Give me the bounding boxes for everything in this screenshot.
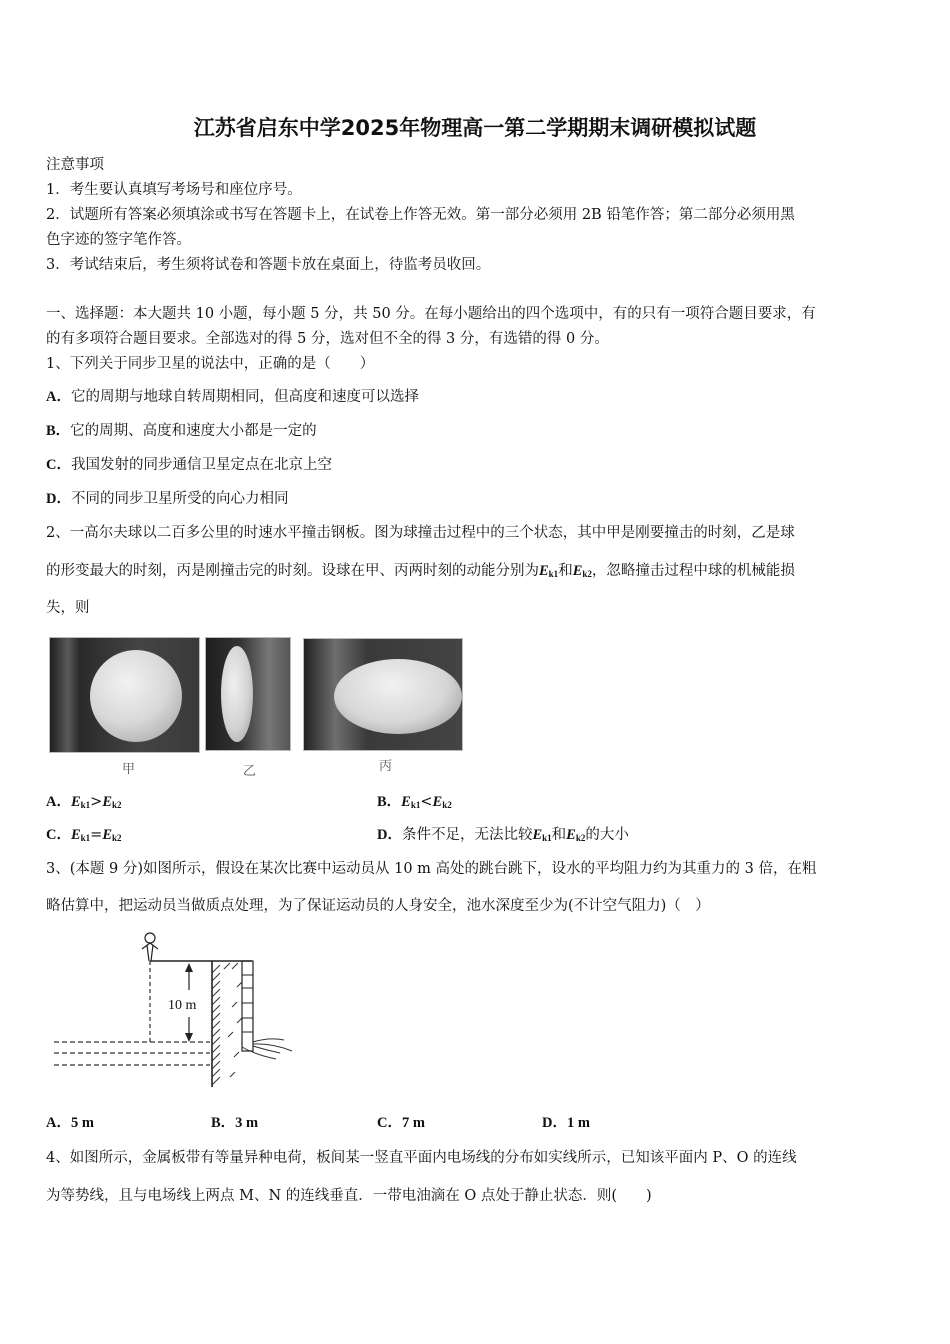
stem-text: 和 (558, 563, 573, 579)
notice-item: 3．考试结束后，考生须将试卷和答题卡放在桌面上，待监考员收回。 (46, 257, 491, 273)
ek1-symbol: $E_{k1}$ (539, 563, 559, 579)
figure-caption: 乙 (243, 764, 257, 779)
question-2-stem-line (46, 559, 795, 580)
question-1-stem: 1、下列关于同步卫星的说法中，正确的是（ ） (46, 356, 375, 372)
option-label: D． (377, 827, 402, 843)
option-label: B． (46, 423, 71, 439)
option-text: 我国发射的同步通信卫星定点在北京上空 (70, 457, 332, 473)
ek2-symbol: $E_{k2}$ (572, 563, 592, 579)
option-text: 它的周期与地球自转周期相同，但高度和速度可以选择 (70, 389, 419, 405)
relation-symbol: = (90, 827, 103, 843)
figure-caption: 丙 (379, 759, 393, 774)
question-4-stem-line: 4、如图所示，金属板带有等量异种电荷，板间某一竖直平面内电场线的分布如实线所示，已知该平面内 P、O 的连线 (46, 1150, 797, 1166)
question-3-option-b: B．3 m (211, 1115, 259, 1131)
option-label: B． (377, 794, 402, 810)
relation-symbol: > (90, 794, 103, 810)
diving-platform-diagram (44, 925, 324, 1095)
question-2-option-d: D．条件不足，无法比较$E_{k1}$和$E_{k2}$的大小 (377, 827, 629, 843)
notice-heading: 注意事项 (46, 157, 104, 173)
question-1-option-c (46, 453, 332, 474)
question-3-option-c: C．7 m (377, 1115, 425, 1131)
question-2-stem-line: 失，则 (46, 600, 90, 616)
question-2-option-c: C．$E_{k1}=E_{k2}$ (46, 827, 122, 843)
option-label: A． (46, 794, 71, 810)
question-3-option-d: D．1 m (542, 1115, 590, 1131)
question-2-stem-line: 2、一高尔夫球以二百多公里的时速水平撞击钢板。图为球撞击过程中的三个状态，其中甲是刚要撞击的时刻，乙是球 (46, 525, 795, 541)
stem-text: ，忽略撞击过程中球的机械能损 (591, 563, 795, 579)
question-1-option-d (46, 487, 288, 508)
section-instructions: 一、选择题：本大题共 10 小题，每小题 5 分，共 50 分。在每小题给出的四个选项中，有的只有一项符合题目要求，有 (46, 306, 816, 322)
stem-text: 的形变最大的时刻，丙是刚撞击完的时刻。设球在甲、丙两时刻的动能分别为 (46, 563, 539, 579)
page-title: 江苏省启东中学2025年物理高一第二学期期末调研模拟试题 (193, 116, 757, 140)
question-3-option-a: A．5 m (46, 1115, 94, 1131)
option-label: A． (46, 389, 71, 405)
option-text: 它的周期、高度和速度大小都是一定的 (70, 423, 317, 439)
question-2-option-b: B．$E_{k1}<E_{k2}$ (377, 794, 452, 810)
diver-icon (142, 933, 158, 961)
question-1-option-b (46, 419, 317, 440)
svg-text:10 m: 10 m (168, 998, 197, 1013)
notice-item: 2．试题所有答案必须填涂或书写在答题卡上，在试卷上作答无效。第一部分必须用 2B 铅笔作答；第二部分必须用黑 (46, 207, 795, 223)
golf-ball-icon (90, 650, 182, 742)
option-label: D． (46, 491, 71, 507)
option-text: 不同的同步卫星所受的向心力相同 (70, 491, 289, 507)
question-2-option-a: A．$E_{k1}>E_{k2}$ (46, 794, 122, 810)
flattened-ball-icon (221, 646, 253, 742)
golf-ball-photo-bing (303, 638, 463, 751)
question-1-option-a (46, 385, 419, 406)
notice-item: 色字迹的签字笔作答。 (46, 232, 191, 248)
golf-ball-photo-jia (49, 637, 200, 753)
question-3-stem-line: 略估算中，把运动员当做质点处理，为了保证运动员的人身安全，池水深度至少为(不计空气阻力)（ ） (46, 898, 710, 914)
golf-ball-icon (334, 659, 462, 734)
question-4-stem-line: 为等势线，且与电场线上两点 M、N 的连线垂直．一带电油滴在 O 点处于静止状态．则( ) (46, 1188, 652, 1204)
golf-ball-photo-yi (205, 637, 291, 751)
figure-caption: 甲 (122, 762, 136, 777)
question-3-stem-line: 3、(本题 9 分)如图所示，假设在某次比赛中运动员从 10 m 高处的跳台跳下，设水的平均阻力约为其重力的 3 倍，在粗 (46, 861, 817, 877)
section-instructions: 的有多项符合题目要求。全部选对的得 5 分，选对但不全的得 3 分，有选错的得 0 分。 (46, 331, 609, 347)
notice-item: 1．考生要认真填写考场号和座位序号。 (46, 182, 302, 198)
relation-symbol: < (420, 794, 433, 810)
option-label: C． (46, 457, 71, 473)
option-label: C． (46, 827, 71, 843)
